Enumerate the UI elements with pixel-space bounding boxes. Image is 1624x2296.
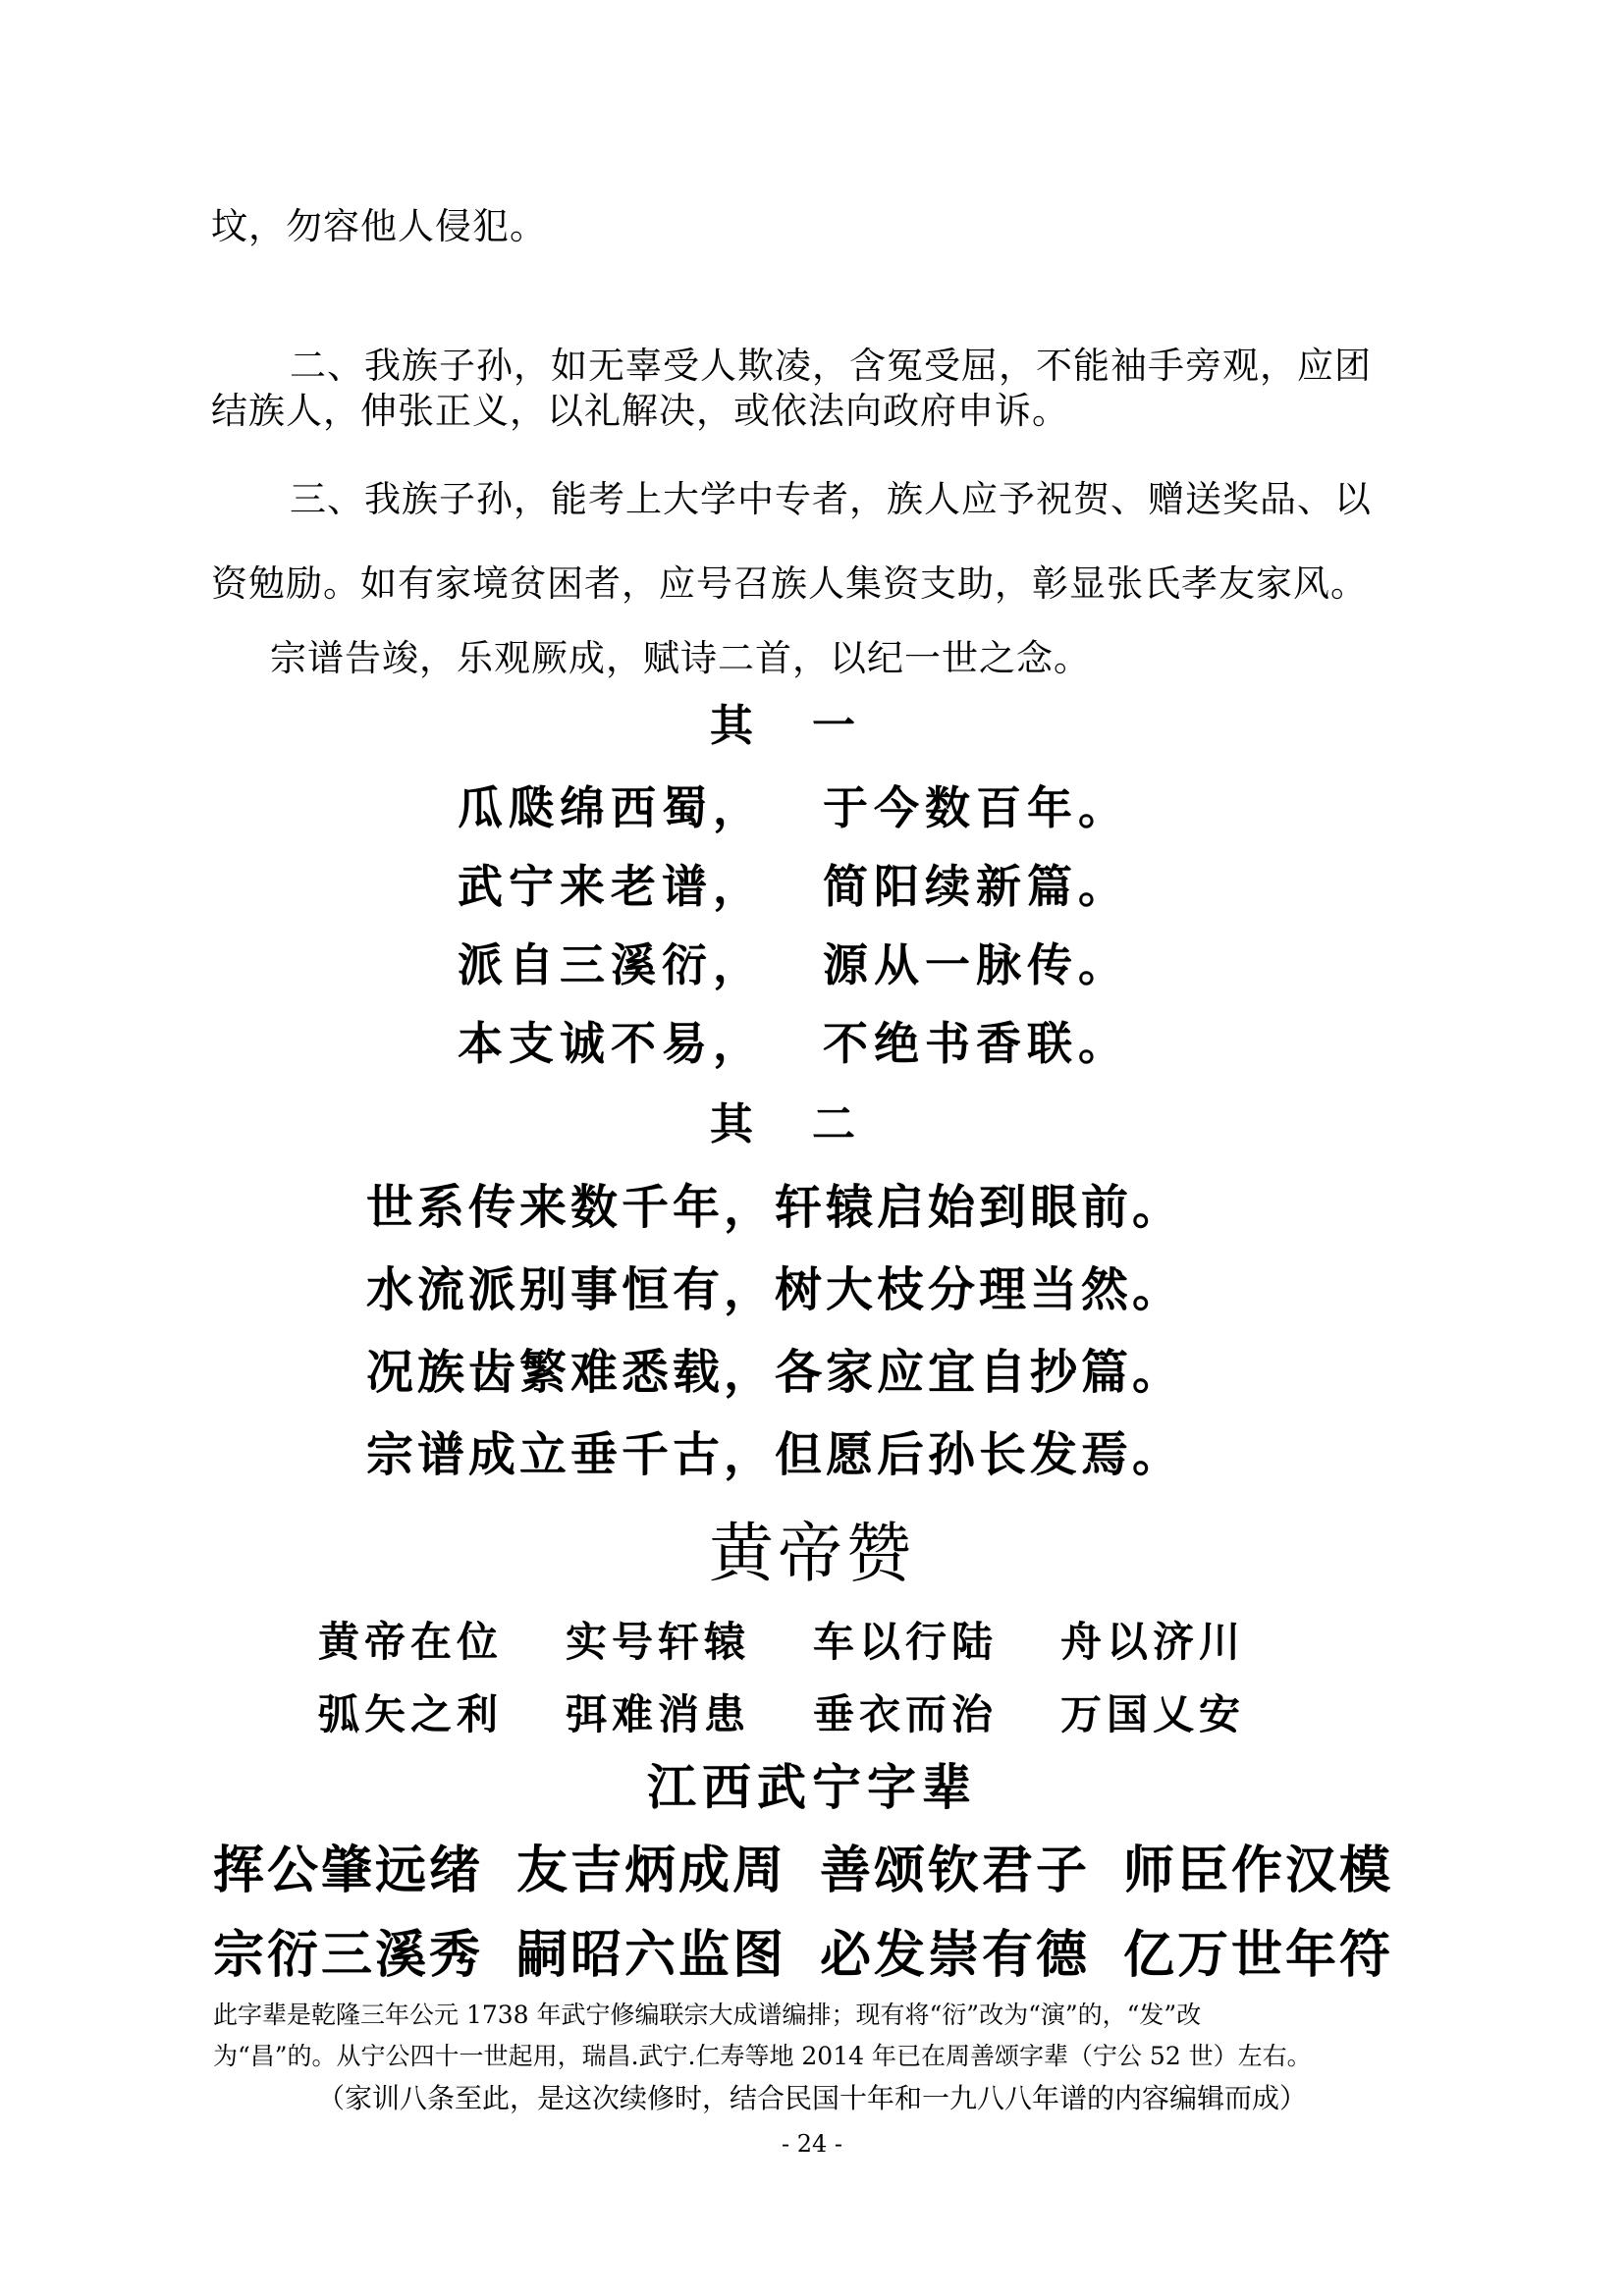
prose-line-4: 三、我族子孙，能考上大学中专者，族人应予祝贺、赠送奖品、以: [290, 478, 1372, 520]
zibei-phrase: 挥公肇远绪: [213, 1841, 484, 1900]
poem1-line-4: [458, 1017, 1129, 1070]
poem1-line-1-b: 于今数百年。: [823, 781, 1129, 834]
poem2-line-3: 况族齿繁难悉载，各家应宜自抄篇。: [366, 1345, 1184, 1400]
zibei-phrase: 善颂钦君子: [820, 1841, 1091, 1900]
huangdi-title: 黄帝赞: [709, 1516, 915, 1591]
huangdi-row-2: [318, 1690, 1308, 1738]
prose-line-1: 坟，勿容他人侵犯。: [211, 205, 547, 247]
poem1-line-3-b: 源从一脉传。: [823, 938, 1129, 991]
poem1-title: 其一: [710, 701, 914, 751]
note-line-1: 此字辈是乾隆三年公元 1738 年武宁修编联宗大成谱编排；现有将“衍”改为“演”的，“发”改: [213, 2001, 1202, 2029]
page-number: - 24 -: [781, 2130, 842, 2158]
zibei-phrase: 嗣昭六监图: [516, 1925, 787, 1985]
prose-line-6: 宗谱告竣，乐观厥成，赋诗二首，以纪一世之念。: [270, 637, 1091, 679]
poem1-line-4-a: 本支诚不易，: [458, 1017, 764, 1070]
zibei-title: 江西武宁字辈: [647, 1758, 977, 1816]
poem2-line-4: 宗谱成立垂千古，但愿后孙长发焉。: [366, 1427, 1184, 1482]
huangdi-phrase: 万国乂安: [1060, 1690, 1246, 1738]
poem1-line-3: [458, 938, 1129, 991]
poem2-line-2: 水流派别事恒有，树大枝分理当然。: [366, 1262, 1184, 1317]
poem1-line-2-a: 武宁来老谱，: [458, 860, 764, 913]
poem2-line-1: 世系传来数千年，轩辕启始到眼前。: [366, 1180, 1184, 1235]
huangdi-phrase: 弧矢之利: [318, 1690, 504, 1738]
prose-line-3: 结族人，伸张正义，以礼解决，或依法向政府申诉。: [211, 390, 1069, 432]
prose-line-2: 二、我族子孙，如无辜受人欺凌，含冤受屈，不能袖手旁观，应团: [290, 345, 1372, 387]
poem1-line-1-a: 瓜瓞绵西蜀，: [458, 781, 764, 834]
huangdi-phrase: 实号轩辕: [566, 1618, 751, 1666]
huangdi-phrase: 舟以济川: [1060, 1618, 1246, 1666]
huangdi-phrase: 垂衣而治: [813, 1690, 999, 1738]
huangdi-row-1: [318, 1618, 1308, 1666]
zibei-row-2: [213, 1925, 1427, 1985]
huangdi-phrase: 车以行陆: [813, 1618, 999, 1666]
poem2-title: 其二: [710, 1099, 914, 1149]
poem1-line-4-b: 不绝书香联。: [823, 1017, 1129, 1070]
prose-line-5: 资勉励。如有家境贫困者，应号召族人集资支助，彰显张氏孝友家风。: [211, 562, 1368, 605]
poem1-line-2: [458, 860, 1129, 913]
zibei-phrase: 师臣作汉模: [1123, 1841, 1394, 1900]
note-line-2: 为“昌”的。从宁公四十一世起用，瑞昌.武宁.仁寿等地 2014 年已在周善颂字辈（宁公 52 世）左右。: [213, 2042, 1312, 2070]
note-line-3: （家训八条至此，是这次续修时，结合民国十年和一九八八年谱的内容编辑而成）: [316, 2082, 1307, 2114]
huangdi-phrase: 弭难消患: [566, 1690, 751, 1738]
zibei-row-1: [213, 1841, 1427, 1900]
poem1-line-2-b: 简阳续新篇。: [823, 860, 1129, 913]
huangdi-phrase: 黄帝在位: [318, 1618, 504, 1666]
poem1-line-3-a: 派自三溪衍，: [458, 938, 764, 991]
zibei-phrase: 宗衍三溪秀: [213, 1925, 484, 1985]
zibei-phrase: 亿万世年符: [1123, 1925, 1394, 1985]
poem1-line-1: [458, 781, 1129, 834]
zibei-phrase: 必发崇有德: [820, 1925, 1091, 1985]
zibei-phrase: 友吉炳成周: [516, 1841, 787, 1900]
